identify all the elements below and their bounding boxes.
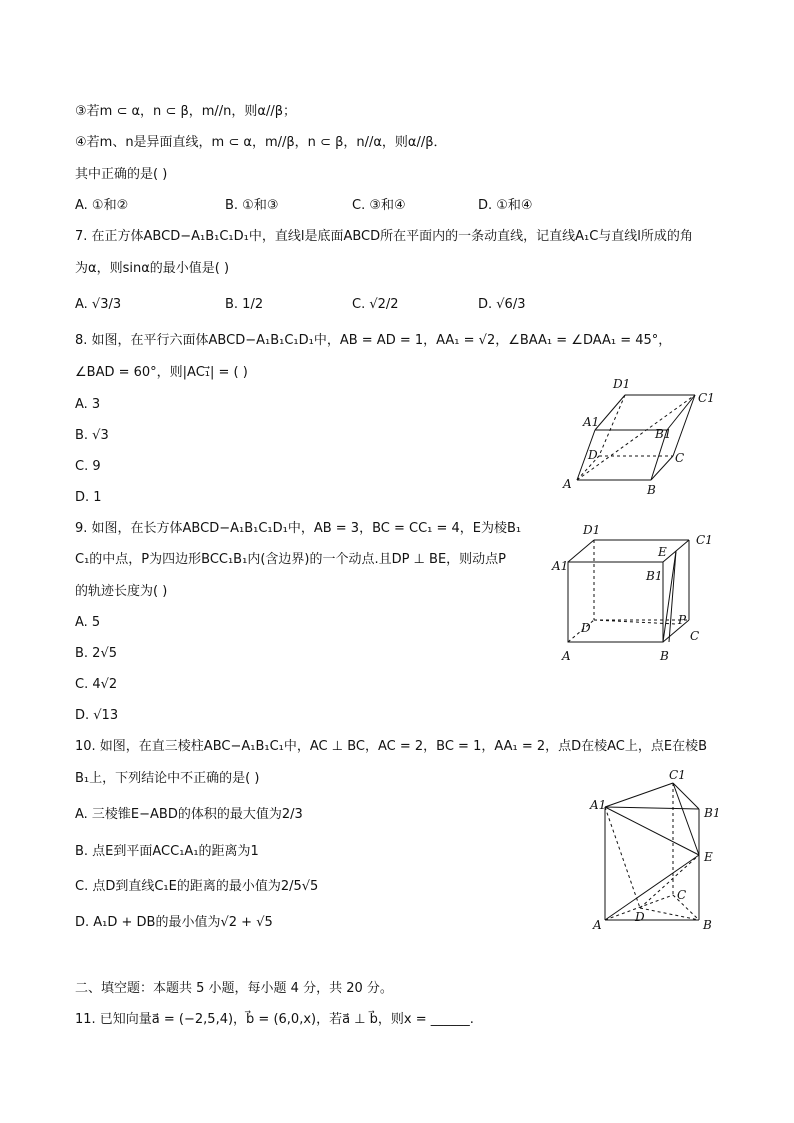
fig9-label-b: B (660, 649, 669, 663)
fig10-label-c: C (677, 888, 687, 902)
fig10-label-b1: B1 (704, 806, 721, 820)
fig9-label-a: A (562, 649, 571, 663)
fig8-label-a1: A1 (583, 415, 600, 429)
question-8-line-2: ∠BAD = 60°，则|AC₁⃗| = ( ) (75, 365, 248, 380)
q9-option-c: C. 4√2 (75, 677, 118, 692)
q6-option-a: A. ①和② (75, 198, 129, 213)
q6-option-d: D. ①和④ (478, 198, 533, 213)
q10-option-d: D. A₁D + DB的最小值为√2 + √5 (75, 915, 273, 930)
question-8-line-1: 8. 如图，在平行六面体ABCD−A₁B₁C₁D₁中，AB = AD = 1，AA₁ = √2，∠BAA₁ = ∠DAA₁ = 45°， (75, 333, 672, 348)
fig8-label-b1: B1 (655, 427, 672, 441)
fig8-label-d1: D1 (613, 377, 631, 391)
fig9-label-d: D (581, 621, 591, 635)
question-10-line-1: 10. 如图，在直三棱柱ABC−A₁B₁C₁中，AC ⊥ BC，AC = 2，BC = 1，AA₁ = 2，点D在棱AC上，点E在棱B (75, 739, 708, 754)
question-9-line-1: 9. 如图，在长方体ABCD−A₁B₁C₁D₁中，AB = 3，BC = CC₁ = 4，E为棱B₁ (75, 521, 522, 536)
q7-option-c: C. √2/2 (352, 297, 399, 312)
fig8-label-c1: C1 (698, 391, 715, 405)
figure-8-parallelepiped (555, 372, 715, 500)
fig9-label-d1: D1 (583, 523, 601, 537)
q10-option-c: C. 点D到直线C₁E的距离的最小值为2/5√5 (75, 879, 319, 894)
statement-3: ③若m ⊂ α，n ⊂ β，m//n，则α//β； (75, 104, 297, 119)
fig9-label-c: C (690, 629, 700, 643)
question-11: 11. 已知向量a⃗ = (−2,5,4)，b⃗ = (6,0,x)，若a⃗ ⊥ b⃗，则x = ______. (75, 1012, 474, 1027)
fig9-label-p: P (678, 613, 687, 627)
figure-10-prism (585, 765, 725, 935)
q10-option-b: B. 点E到平面ACC₁A₁的距离为1 (75, 844, 259, 859)
q8-option-c: C. 9 (75, 459, 101, 474)
question-9-line-3: 的轨迹长度为( ) (75, 584, 168, 599)
fig10-label-d: D (635, 910, 645, 924)
q7-option-b: B. 1/2 (225, 297, 264, 312)
fig9-label-a1: A1 (552, 559, 569, 573)
question-9-line-2: C₁的中点，P为四边形BCC₁B₁内(含边界)的一个动点.且DP ⊥ BE，则动点P (75, 552, 506, 567)
section-2-heading: 二、填空题：本题共 5 小题，每小题 4 分，共 20 分。 (75, 981, 393, 996)
statement-4: ④若m、n是异面直线，m ⊂ α，m//β，n ⊂ β，n//α，则α//β． (75, 135, 447, 150)
question-6-prompt: 其中正确的是( ) (75, 167, 168, 182)
fig10-label-c1: C1 (669, 768, 686, 782)
fig9-label-e: E (658, 545, 667, 559)
question-7-line-2: 为α，则sinα的最小值是( ) (75, 261, 230, 276)
q10-option-a: A. 三棱锥E−ABD的体积的最大值为2/3 (75, 807, 303, 822)
fig9-label-b1: B1 (646, 569, 663, 583)
question-7-line-1: 7. 在正方体ABCD−A₁B₁C₁D₁中，直线l是底面ABCD所在平面内的一条动直线，记直线A₁C与直线l所成的角 (75, 229, 693, 244)
q8-option-b: B. √3 (75, 428, 109, 443)
fig8-label-d: D (588, 448, 598, 462)
fig10-label-b: B (703, 918, 712, 932)
q7-option-a: A. √3/3 (75, 297, 122, 312)
fig8-label-c: C (675, 451, 685, 465)
figure-9-cuboid (548, 520, 718, 666)
q8-option-a: A. 3 (75, 397, 101, 412)
fig9-label-c1: C1 (696, 533, 713, 547)
q9-option-b: B. 2√5 (75, 646, 118, 661)
question-10-line-2: B₁上，下列结论中不正确的是( ) (75, 771, 260, 786)
fig8-label-a: A (563, 477, 572, 491)
fig8-label-b: B (647, 483, 656, 497)
q6-option-c: C. ③和④ (352, 198, 406, 213)
fig10-label-e: E (704, 850, 713, 864)
fig10-label-a1: A1 (590, 798, 607, 812)
q8-option-d: D. 1 (75, 490, 102, 505)
fig10-label-a: A (593, 918, 602, 932)
q9-option-d: D. √13 (75, 708, 119, 723)
q6-option-b: B. ①和③ (225, 198, 279, 213)
q9-option-a: A. 5 (75, 615, 101, 630)
q7-option-d: D. √6/3 (478, 297, 526, 312)
